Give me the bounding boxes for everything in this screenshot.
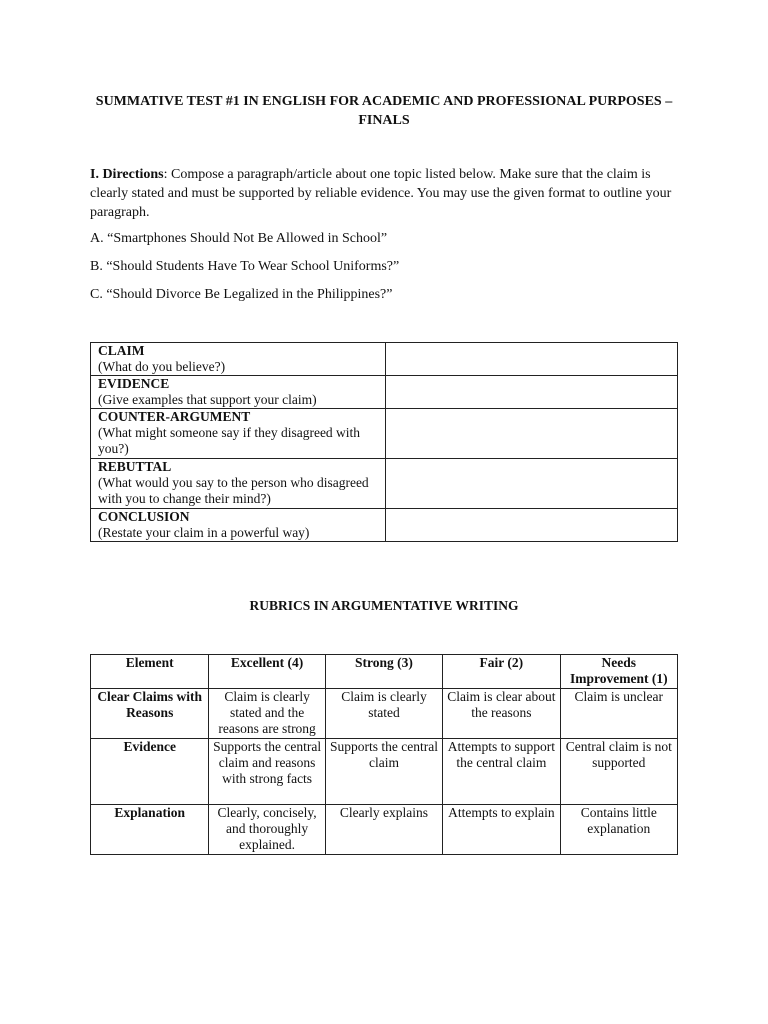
- outline-label: REBUTTAL: [98, 459, 172, 474]
- rubric-row-explanation: [91, 805, 678, 855]
- outline-label: COUNTER-ARGUMENT: [98, 409, 251, 424]
- rubric-element-cell: Clear Claims with Reasons: [91, 689, 209, 739]
- rubric-header-cell: Fair (2): [443, 655, 560, 689]
- rubric-cell: Contains little explanation: [560, 805, 677, 855]
- rubric-row-clear-claims: [91, 689, 678, 739]
- outline-label-cell: [91, 509, 386, 542]
- outline-row-claim: [91, 343, 678, 376]
- rubric-cell: Supports the central claim: [325, 739, 442, 805]
- rubric-header-cell: Element: [91, 655, 209, 689]
- outline-row-conclusion: [91, 509, 678, 542]
- outline-label: EVIDENCE: [98, 376, 170, 391]
- outline-hint: (Restate your claim in a powerful way): [98, 525, 310, 540]
- rubric-cell: Supports the central claim and reasons with strong facts: [209, 739, 325, 805]
- topic-option-a: A. “Smartphones Should Not Be Allowed in School”: [90, 231, 388, 246]
- rubric-header-cell: Excellent (4): [209, 655, 325, 689]
- outline-label-cell: [91, 343, 386, 376]
- outline-label-cell: [91, 376, 386, 409]
- rubric-header-cell: Strong (3): [325, 655, 442, 689]
- outline-answer-cell[interactable]: [386, 509, 678, 542]
- rubric-cell: Claim is clearly stated and the reasons are strong: [209, 689, 325, 739]
- rubric-cell: Attempts to support the central claim: [443, 739, 560, 805]
- rubric-header-cell: Needs Improvement (1): [560, 655, 677, 689]
- rubric-cell: Claim is clearly stated: [325, 689, 442, 739]
- rubric-cell: Attempts to explain: [443, 805, 560, 855]
- outline-answer-cell[interactable]: [386, 409, 678, 459]
- outline-table: [90, 342, 678, 542]
- document-title: SUMMATIVE TEST #1 IN ENGLISH FOR ACADEMIC AND PROFESSIONAL PURPOSES – FINALS: [95, 94, 673, 128]
- rubric-header-row: [91, 655, 678, 689]
- rubric-cell: Claim is clear about the reasons: [443, 689, 560, 739]
- outline-row-evidence: [91, 376, 678, 409]
- rubric-cell: Central claim is not supported: [560, 739, 677, 805]
- outline-label-cell: [91, 459, 386, 509]
- rubric-table: [90, 654, 678, 855]
- rubric-element-cell: Explanation: [91, 805, 209, 855]
- rubric-cell: Clearly explains: [325, 805, 442, 855]
- directions-text: : Compose a paragraph/article about one topic listed below. Make sure that the claim is clearly stated and must be supported by reliable evidence. You may use the given format to outline your paragraph.: [90, 167, 672, 220]
- rubric-element-cell: Evidence: [91, 739, 209, 805]
- outline-hint: (Give examples that support your claim): [98, 392, 317, 407]
- rubric-cell: Claim is unclear: [560, 689, 677, 739]
- outline-label: CONCLUSION: [98, 509, 190, 524]
- topic-option-b: B. “Should Students Have To Wear School Uniforms?”: [90, 259, 400, 274]
- rubric-cell: Clearly, concisely, and thoroughly explained.: [209, 805, 325, 855]
- outline-answer-cell[interactable]: [386, 343, 678, 376]
- outline-hint: (What would you say to the person who disagreed with you to change their mind?): [98, 475, 369, 506]
- outline-label-cell: [91, 409, 386, 459]
- topic-option-c: C. “Should Divorce Be Legalized in the Philippines?”: [90, 287, 393, 302]
- rubric-title: RUBRICS IN ARGUMENTATIVE WRITING: [249, 598, 519, 613]
- directions-label: I. Directions: [90, 167, 164, 182]
- outline-hint: (What might someone say if they disagreed with you?): [98, 425, 361, 456]
- directions-paragraph: [90, 165, 680, 222]
- outline-hint: (What do you believe?): [98, 359, 226, 374]
- outline-answer-cell[interactable]: [386, 376, 678, 409]
- outline-answer-cell[interactable]: [386, 459, 678, 509]
- outline-label: CLAIM: [98, 343, 145, 358]
- rubric-row-evidence: [91, 739, 678, 805]
- outline-row-counter-argument: [91, 409, 678, 459]
- outline-row-rebuttal: [91, 459, 678, 509]
